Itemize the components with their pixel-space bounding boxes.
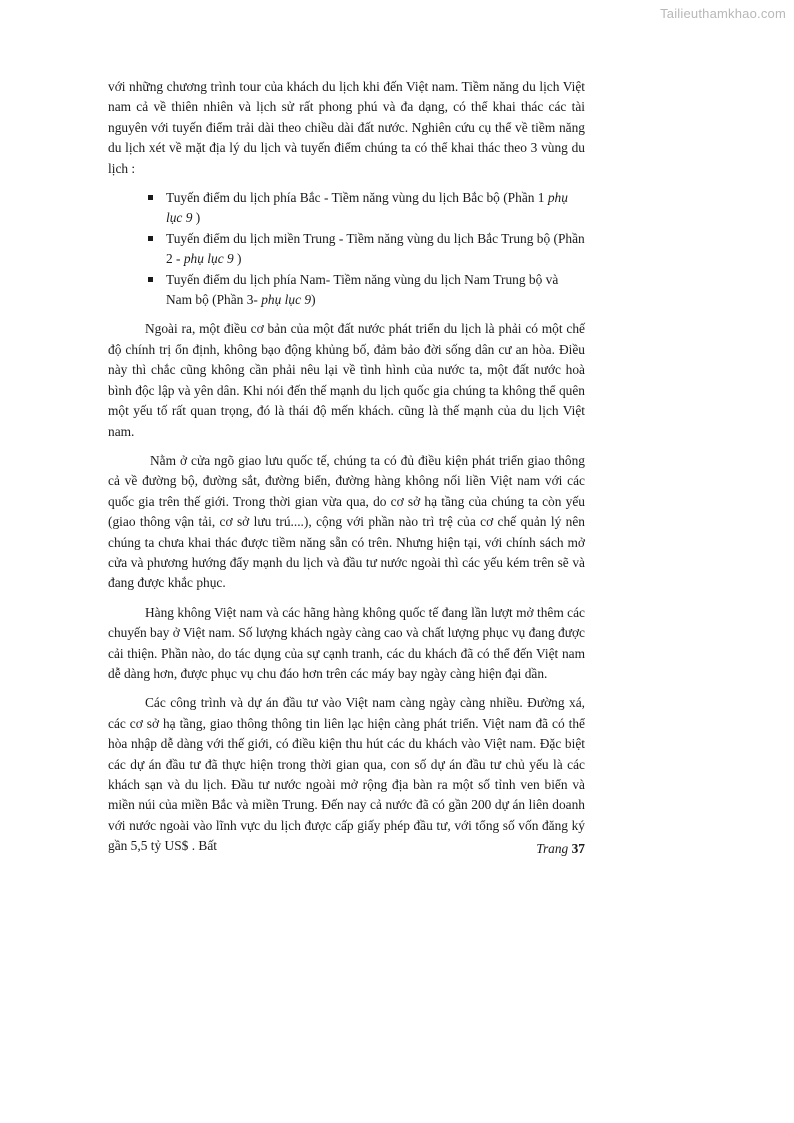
- list-item-close: ): [311, 292, 316, 308]
- list-item-close: ): [233, 251, 242, 267]
- list-item-text: Tuyến điểm du lịch phía Bắc - Tiềm năng vùng du lịch Bắc bộ (Phần 1: [166, 190, 548, 206]
- square-bullet-icon: [148, 195, 153, 200]
- paragraph-investment: Các công trình và dự án đầu tư vào Việt nam càng ngày càng nhiều. Đường xá, các cơ sở hạ tầng, giao thông thông tin liên lạc hiện càng phát triển. Việt nam đã có thể hòa nhập dễ dàng với thế giới, có điều kiện thu hút các du khách vào Việt nam. Đặc biệt các dự án đầu tư đã thực hiện trong thời gian qua, con số dự án đầu tư chủ yếu là các khách sạn và du lịch. Đầu tư nước ngoài mở rộng địa bàn ra một số tỉnh ven biển và miền núi của miền Bắc và miền Trung. Đến nay cả nước đã có gần 200 dự án liên doanh với nước ngoài vào lĩnh vực du lịch được cấp giấy phép đầu tư, với tổng số vốn đăng ký gần 5,5 tỷ US$ . Bất: [108, 695, 585, 854]
- list-item-close: ): [192, 210, 201, 226]
- list-item-north: [148, 188, 585, 229]
- paragraph-politics: Ngoài ra, một điều cơ bản của một đất nước phát triển du lịch là phải có một chế độ chính trị ổn định, không bạo động khủng bố, đảm bảo đời sống dân cư an hòa. Điều này thì chắc cũng không cần phải nêu lại về tình hình của nước ta, một đất nước hoà bình độc lập và yên dân. Khi nói đến thế mạnh du lịch quốc gia chúng ta không thể quên một yếu tố rất quan trọng, đó là thái độ mến khách. cũng là thế mạnh của du lịch Việt nam.: [108, 321, 585, 439]
- appendix-reference: phụ lục 9: [166, 190, 568, 226]
- list-item-central: [148, 229, 585, 270]
- paragraph-aviation: Hàng không Việt nam và các hãng hàng không quốc tế đang lần lượt mở thêm các chuyến bay ở Việt nam. Số lượng khách ngày càng cao và chất lượng phục vụ đang được cải thiện. Phần nào, do tác dụng của sự cạnh tranh, các du khách đã có thể đến Việt nam dễ dàng hơn, được phục vụ chu đáo hơn trên các máy bay ngày càng hiện đại dần.: [108, 604, 585, 681]
- square-bullet-icon: [148, 236, 153, 241]
- page-footer: [108, 841, 585, 857]
- region-list: [108, 188, 585, 310]
- list-item-text: Tuyến điểm du lịch phía Nam- Tiềm năng vùng du lịch Nam Trung bộ và Nam bộ (Phần 3-: [166, 271, 559, 308]
- page-body: [108, 77, 585, 866]
- paragraph-transport: Nằm ở cửa ngõ giao lưu quốc tế, chúng ta có đủ điều kiện phát triển giao thông cả về đường bộ, đường sắt, đường biển, đường hàng không nối liền Việt nam với các quốc gia trên thế giới. Trong thời gian vừa qua, do cơ sở hạ tầng của chúng ta còn yếu (giao thông vận tải, cơ sở lưu trú....), cộng với phần nào trì trệ của cơ chế quản lý nên chúng ta chưa khai thác được tiềm năng sẵn có trên. Nhưng hiện tại, với chính sách mở cửa và phương hướng đẩy mạnh du lịch và đầu tư nước ngoài thì các yếu kém trên sẽ và đang được khắc phục.: [108, 452, 585, 591]
- appendix-reference: phụ lục 9: [261, 292, 312, 308]
- list-item-text: Tuyến điểm du lịch miền Trung - Tiềm năng vùng du lịch Bắc Trung bộ (Phần 2 -: [166, 230, 585, 267]
- list-item-south: [148, 270, 585, 311]
- page-label: Trang: [536, 841, 569, 856]
- appendix-reference: phụ lục 9: [183, 251, 234, 267]
- watermark-text: Tailieuthamkhao.com: [660, 6, 786, 21]
- page-number: 37: [571, 841, 585, 856]
- square-bullet-icon: [148, 277, 153, 282]
- intro-paragraph: với những chương trình tour của khách du lịch khi đến Việt nam. Tiềm năng du lịch Việt nam cả về thiên nhiên và lịch sử rất phong phú và đa dạng, có thể khai thác các tài nguyên với tuyến điểm trải dài theo chiều dài đất nước. Nghiên cứu cụ thể về tiềm năng du lịch xét về mặt địa lý du lịch và tuyến điểm chúng ta có thể khai thác theo 3 vùng du lịch :: [108, 79, 585, 176]
